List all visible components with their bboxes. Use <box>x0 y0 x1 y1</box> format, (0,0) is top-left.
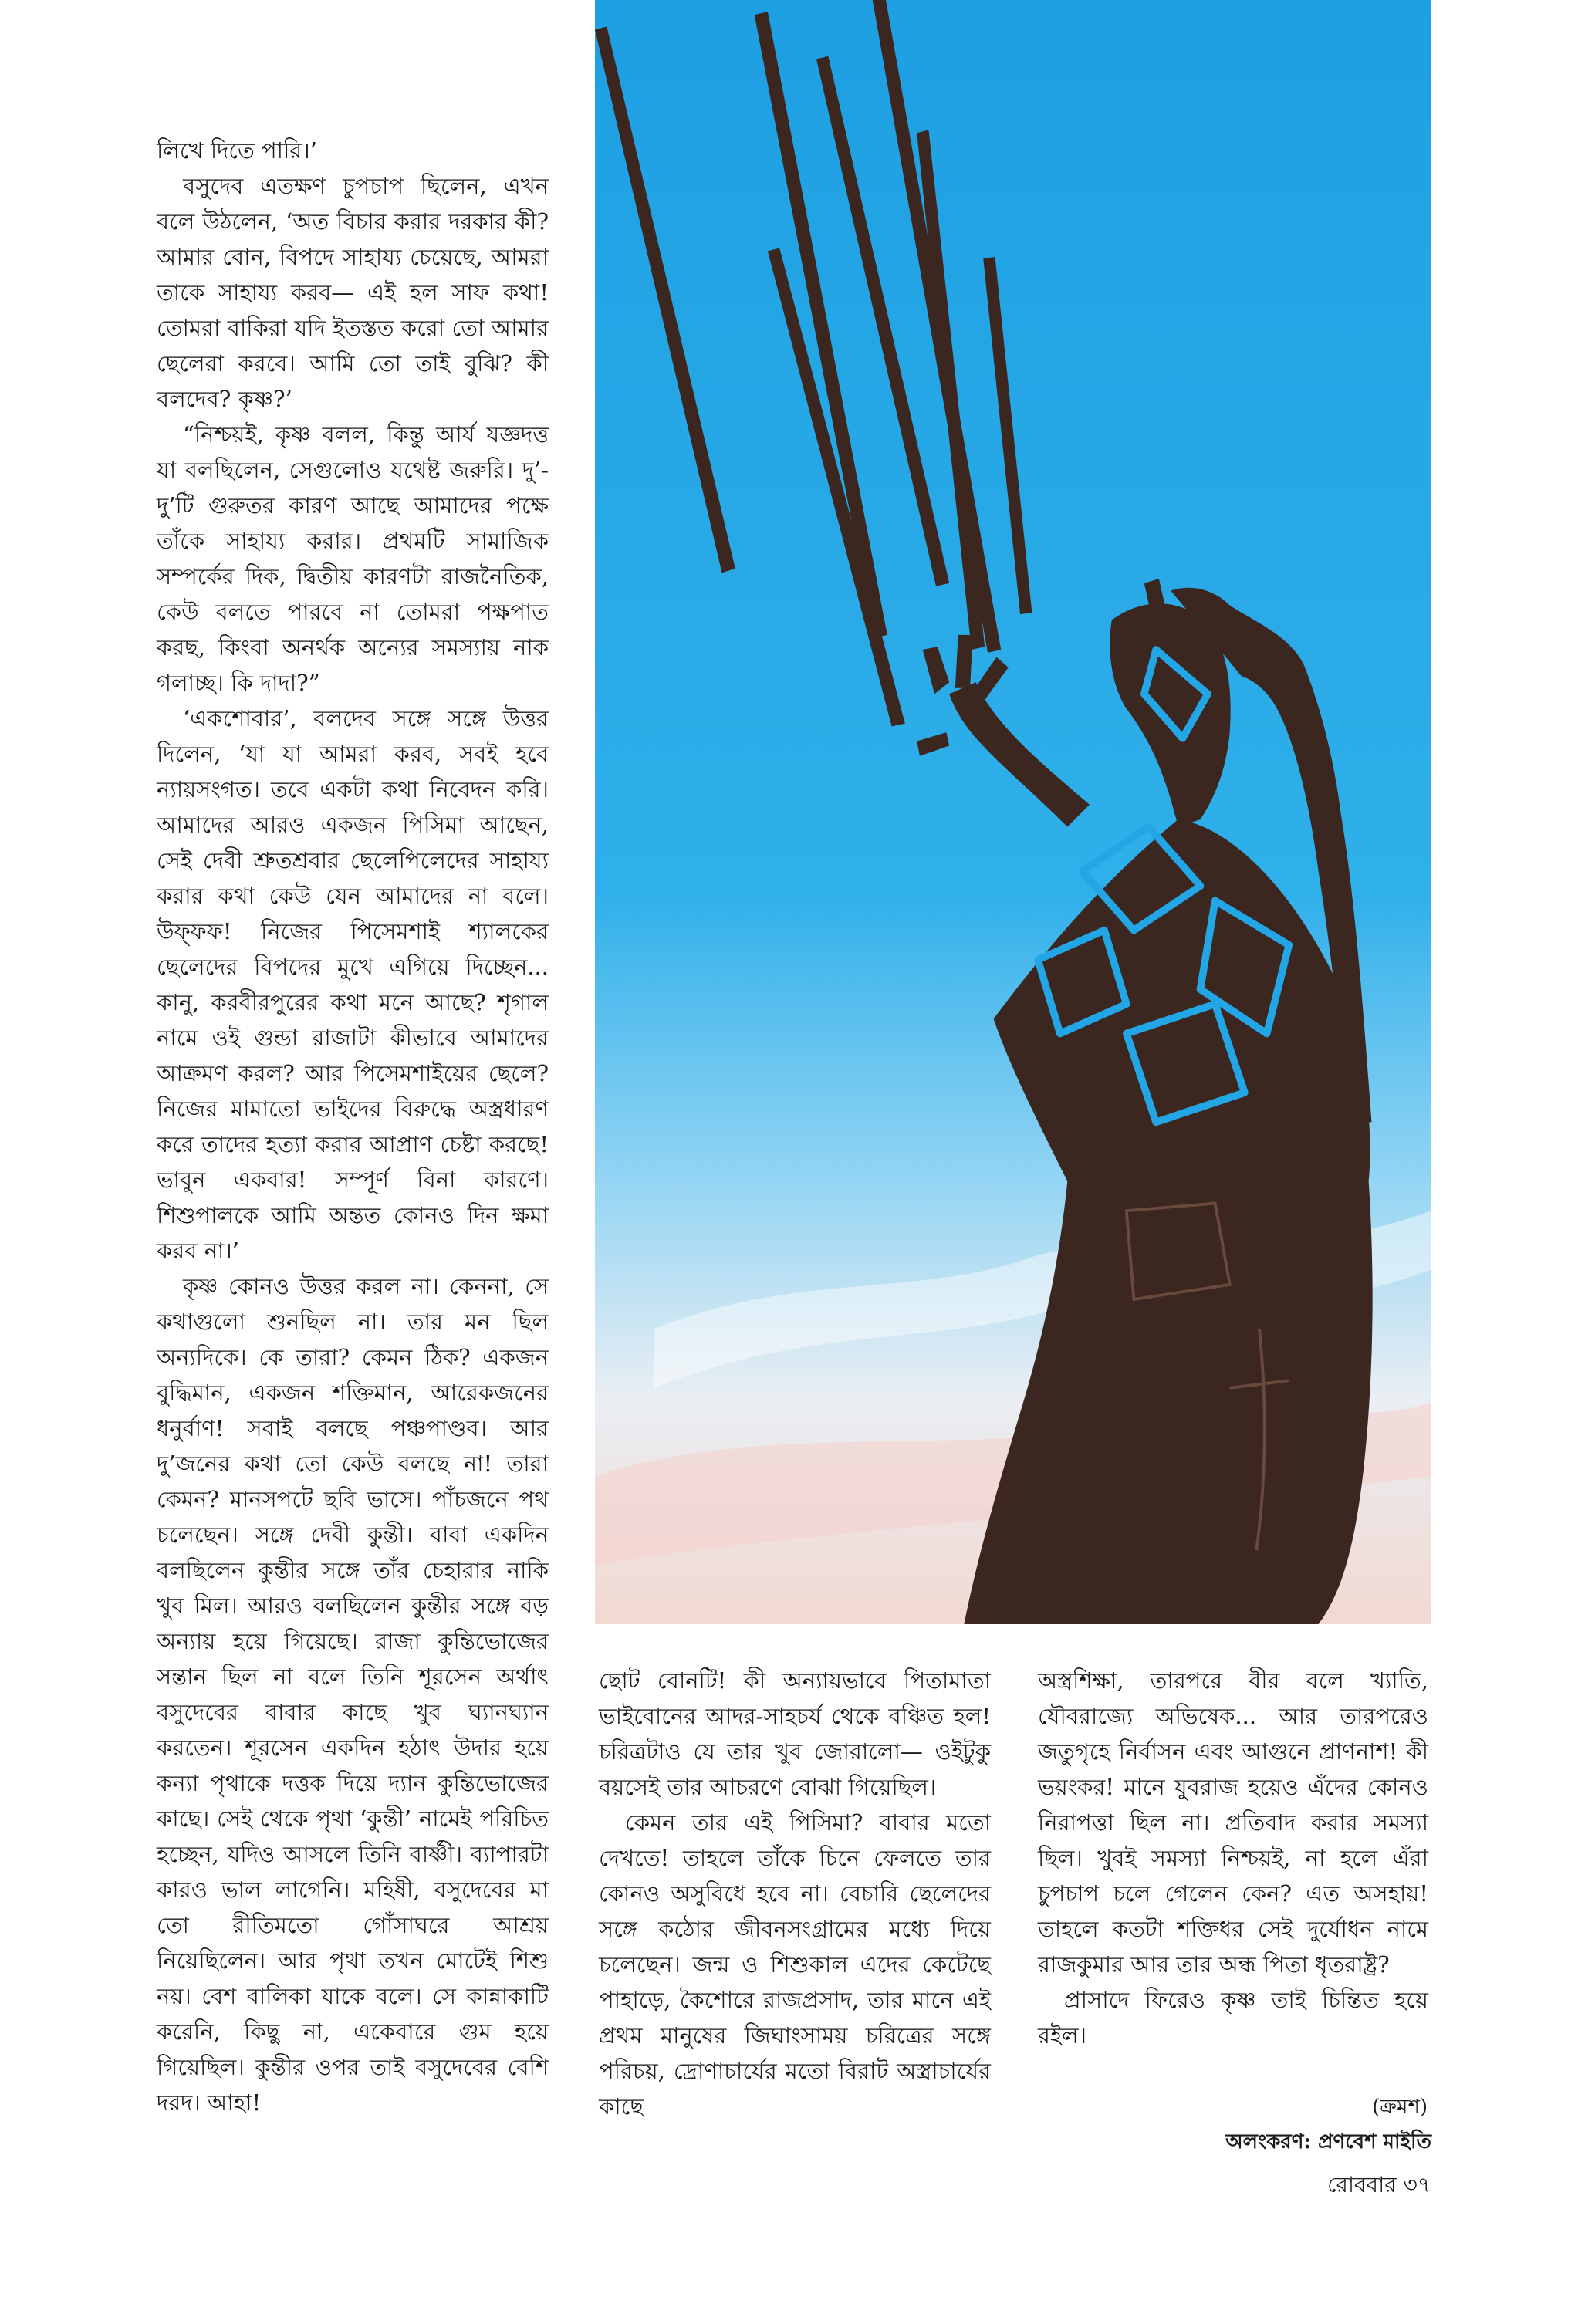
paragraph: কেমন তার এই পিসিমা? বাবার মতো দেখতে! তাহলে তাঁকে চিনে ফেলতে তার কোনও অসুবিধে হবে না। বেচারি ছেলেদের সঙ্গে কঠোর জীবনসংগ্রামের মধ্যে দিয়ে চলেছেন। জন্ম ও শিশুকাল এদের কেটেছে পাহাড়ে, কৈশোরে রাজপ্রসাদ, তার মানে এই প্রথম মানুষের জিঘাংসাময় চরিত্রের সঙ্গে পরিচয়, দ্রোণাচার্যের মতো বিরাট অস্ত্রাচার্যের কাছে <box>599 1809 991 2120</box>
paragraph: প্রাসাদে ফিরেও কৃষ্ণ তাই চিন্তিত হয়ে রইল। <box>1038 1987 1428 2049</box>
page-footer <box>1119 2168 1431 2204</box>
paragraph: “নিশ্চয়ই, কৃষ্ণ বলল, কিন্তু আর্য যজ্ঞদত্ত যা বলছিলেন, সেগুলোও যথেষ্ট জরুরি। দু’-দু’টি গুরুতর কারণ আছে আমাদের পক্ষে তাঁকে সাহায্য করার। প্রথমটি সামাজিক সম্পর্কের দিক, দ্বিতীয় কারণটা রাজনৈতিক, কেউ বলতে পারবে না তোমরা পক্ষপাত করছ, কিংবা অনর্থক অন্যের সমস্যায় নাক গলাচ্ছ। কি দাদা?” <box>157 421 549 696</box>
magazine-name: রোববার <box>1327 2172 1397 2197</box>
paragraph: লিখে দিতে পারি।’ <box>157 137 317 164</box>
illustration <box>595 0 1431 1624</box>
article-column-3 <box>1038 1663 1428 2053</box>
article-column-1 <box>157 133 549 2120</box>
page-number: ৩৭ <box>1403 2172 1431 2197</box>
paragraph: ছোট বোনটি! কী অন্যায়ভাবে পিতামাতা ভাইবোনের আদর-সাহচর্য থেকে বঞ্চিত হল! চরিত্রটাও যে তার খুব জোরালো— ওইটুকু বয়সেই তার আচরণে বোঝা গিয়েছিল। <box>599 1667 991 1800</box>
article-column-2 <box>599 1663 991 2124</box>
paragraph: বসুদেব এতক্ষণ চুপচাপ ছিলেন, এখন বলে উঠলেন, ‘অত বিচার করার দরকার কী? আমার বোন, বিপদে সাহায্য চেয়েছে, আমরা তাকে সাহায্য করব— এই হল সাফ কথা! তোমরা বাকিরা যদি ইতস্তত করো তো আমার ছেলেরা করবে। আমি তো তাই বুঝি? কী বলদেব? কৃষ্ণ?’ <box>157 173 549 412</box>
paragraph: ‘একশোবার’, বলদেব সঙ্গে সঙ্গে উত্তর দিলেন, ‘যা যা আমরা করব, সবই হবে ন্যায়সংগত। তবে একটা কথা নিবেদন করি। আমাদের আরও একজন পিসিমা আছেন, সেই দেবী শ্রুতশ্রবার ছেলেপিলেদের সাহায্য করার কথা কেউ যেন আমাদের না বলে। উফ্ফফ! নিজের পিসেমশাই শ্যালকের ছেলেদের বিপদের মুখে এগিয়ে দিচ্ছেন... কানু, করবীরপুরের কথা মনে আছে? শৃগাল নামে ওই গুন্ডা রাজাটা কীভাবে আমাদের আক্রমণ করল? আর পিসেমশাইয়ের ছেলে? নিজের মামাতো ভাইদের বিরুদ্ধে অস্ত্রধারণ করে তাদের হত্যা করার আপ্রাণ চেষ্টা করছে! ভাবুন একবার! সম্পূর্ণ বিনা কারণে। শিশুপালকে আমি অন্তত কোনও দিন ক্ষমা করব না।’ <box>157 705 549 1264</box>
illustration-credit: অলংকরণ: প্রণবেশ মাইতি <box>1225 2130 1431 2153</box>
paragraph: অস্ত্রশিক্ষা, তারপরে বীর বলে খ্যাতি, যৌবরাজ্যে অভিষেক... আর তারপরেও জতুগৃহে নির্বাসন এবং আগুনে প্রাণনাশ! কী ভয়ংকর! মানে যুবরাজ হয়েও এঁদের কোনও নিরাপত্তা ছিল না। প্রতিবাদ করার সমস্যা ছিল। খুবই সমস্যা নিশ্চয়ই, না হলে এঁরা চুপচাপ চলে গেলেন কেন? এত অসহায়! তাহলে কতটা শক্তিধর সেই দুর্যোধন নামে রাজকুমার আর তার অন্ধ পিতা ধৃতরাষ্ট্র? <box>1038 1667 1428 1978</box>
paragraph: কৃষ্ণ কোনও উত্তর করল না। কেননা, সে কথাগুলো শুনছিল না। তার মন ছিল অন্যদিকে। কে তারা? কেমন ঠিক? একজন বুদ্ধিমান, একজন শক্তিমান, আরেকজনের ধনুর্বাণ! সবাই বলছে পঞ্চপাণ্ডব। আর দু’জনের কথা তো কেউ বলছে না! তারা কেমন? মানসপটে ছবি ভাসে। পাঁচজনে পথ চলেছেন। সঙ্গে দেবী কুন্তী। বাবা একদিন বলছিলেন কুন্তীর সঙ্গে তাঁর চেহারার নাকি খুব মিল। আরও বলছিলেন কুন্তীর সঙ্গে বড় অন্যায় হয়ে গিয়েছে। রাজা কুন্তিভোজের সন্তান ছিল না বলে তিনি শূরসেন অর্থাৎ বসুদেবের বাবার কাছে খুব ঘ্যানঘ্যান করতেন। শূরসেন একদিন হঠাৎ উদার হয়ে কন্যা পৃথাকে দত্তক দিয়ে দ্যান কুন্তিভোজের কাছে। সেই থেকে পৃথা ‘কুন্তী’ নামেই পরিচিত হচ্ছেন, যদিও আসলে তিনি বার্ষ্ণী। ব্যাপারটা কারও ভাল লাগেনি। মহিষী, বসুদেবের মা তো রীতিমতো গোঁসাঘরে আশ্রয় নিয়েছিলেন। আর পৃথা তখন মোটেই শিশু নয়। বেশ বালিকা যাকে বলে। সে কান্নাকাটি করেনি, কিছু না, একেবারে গুম হয়ে গিয়েছিল। কুন্তীর ওপর তাই বসুদেবের বেশি দরদ। আহা! <box>157 1273 549 2116</box>
continued-note: (ক্রমশ) <box>1372 2096 1428 2119</box>
